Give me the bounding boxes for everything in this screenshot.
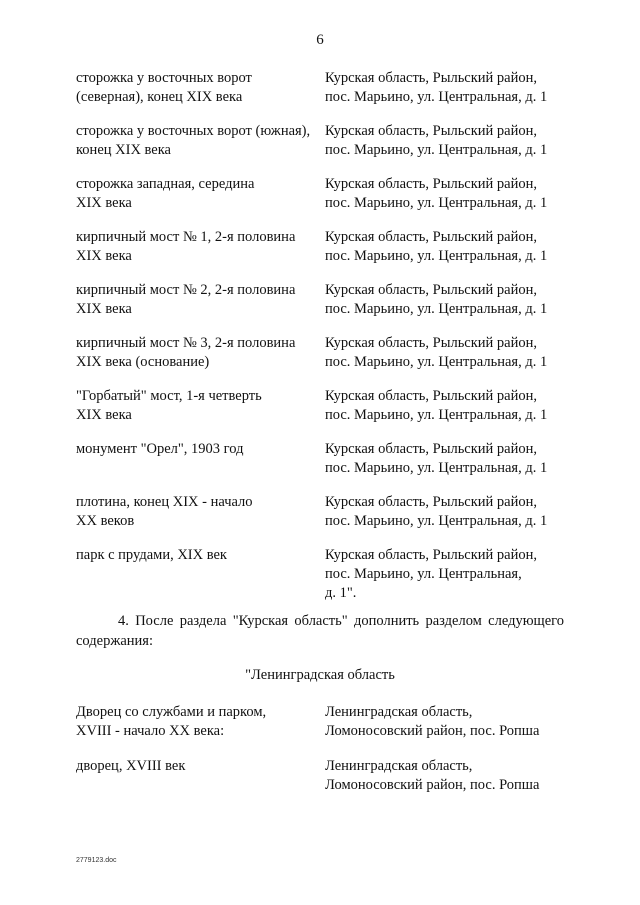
object-address-cell: Курская область, Рыльский район, пос. Марьино, ул. Центральная, д. 1 xyxy=(325,229,548,264)
object-address-cell: Курская область, Рыльский район, пос. Марьино, ул. Центральная, д. 1 xyxy=(325,494,548,529)
table-row xyxy=(76,228,566,266)
table-row xyxy=(76,703,566,741)
leningrad-objects-table xyxy=(76,703,566,811)
table-row xyxy=(76,387,566,425)
object-name-cell: "Горбатый" мост, 1-я четверть XIX века xyxy=(76,388,262,423)
object-address-cell: Курская область, Рыльский район, пос. Марьино, ул. Центральная, д. 1 xyxy=(325,282,548,317)
table-row xyxy=(76,546,566,603)
object-name-cell: сторожка у восточных ворот (северная), конец XIX века xyxy=(76,70,252,105)
table-row xyxy=(76,281,566,319)
table-row xyxy=(76,175,566,213)
object-address-cell: Ленинградская область, Ломоносовский район, пос. Ропша xyxy=(325,758,540,793)
object-name-cell: кирпичный мост № 1, 2-я половина XIX века xyxy=(76,229,296,264)
object-name-cell: сторожка западная, середина XIX века xyxy=(76,176,255,211)
document-code: 2779123.doc xyxy=(76,857,117,864)
table-row xyxy=(76,334,566,372)
object-address-cell: Курская область, Рыльский район, пос. Марьино, ул. Центральная, д. 1 xyxy=(325,441,548,476)
object-name-cell: Дворец со службами и парком, XVIII - начало XX века: xyxy=(76,704,267,739)
object-address-cell: Ленинградская область, Ломоносовский район, пос. Ропша xyxy=(325,704,540,739)
page-number: 6 xyxy=(316,32,324,48)
object-name-cell: монумент "Орел", 1903 год xyxy=(76,441,244,457)
table-row xyxy=(76,493,566,531)
object-name-cell: сторожка у восточных ворот (южная), конец XIX века xyxy=(76,123,311,158)
object-address-cell: Курская область, Рыльский район, пос. Марьино, ул. Центральная, д. 1 xyxy=(325,335,548,370)
section-title: "Ленинградская область xyxy=(245,667,395,683)
object-name-cell: кирпичный мост № 2, 2-я половина XIX века xyxy=(76,282,296,317)
amendment-paragraph: 4. После раздела "Курская область" дополнить разделом следующего содержания: xyxy=(76,613,564,649)
table-row xyxy=(76,440,566,478)
object-address-cell: Курская область, Рыльский район, пос. Марьино, ул. Центральная, д. 1 xyxy=(325,123,548,158)
object-name-cell: дворец, XVIII век xyxy=(76,758,186,774)
object-name-cell: плотина, конец XIX - начало XX веков xyxy=(76,494,253,529)
kursk-objects-table xyxy=(76,69,566,618)
table-row xyxy=(76,757,566,795)
object-address-cell: Курская область, Рыльский район, пос. Марьино, ул. Центральная, д. 1 xyxy=(325,70,548,105)
object-name-cell: парк с прудами, XIX век xyxy=(76,547,227,563)
object-address-cell: Курская область, Рыльский район, пос. Марьино, ул. Центральная, д. 1 xyxy=(325,388,548,423)
table-row xyxy=(76,122,566,160)
object-address-cell: Курская область, Рыльский район, пос. Марьино, ул. Центральная, д. 1 xyxy=(325,176,548,211)
object-name-cell: кирпичный мост № 3, 2-я половина XIX века (основание) xyxy=(76,335,296,370)
object-address-cell: Курская область, Рыльский район, пос. Марьино, ул. Центральная, д. 1". xyxy=(325,547,538,601)
table-row xyxy=(76,69,566,107)
